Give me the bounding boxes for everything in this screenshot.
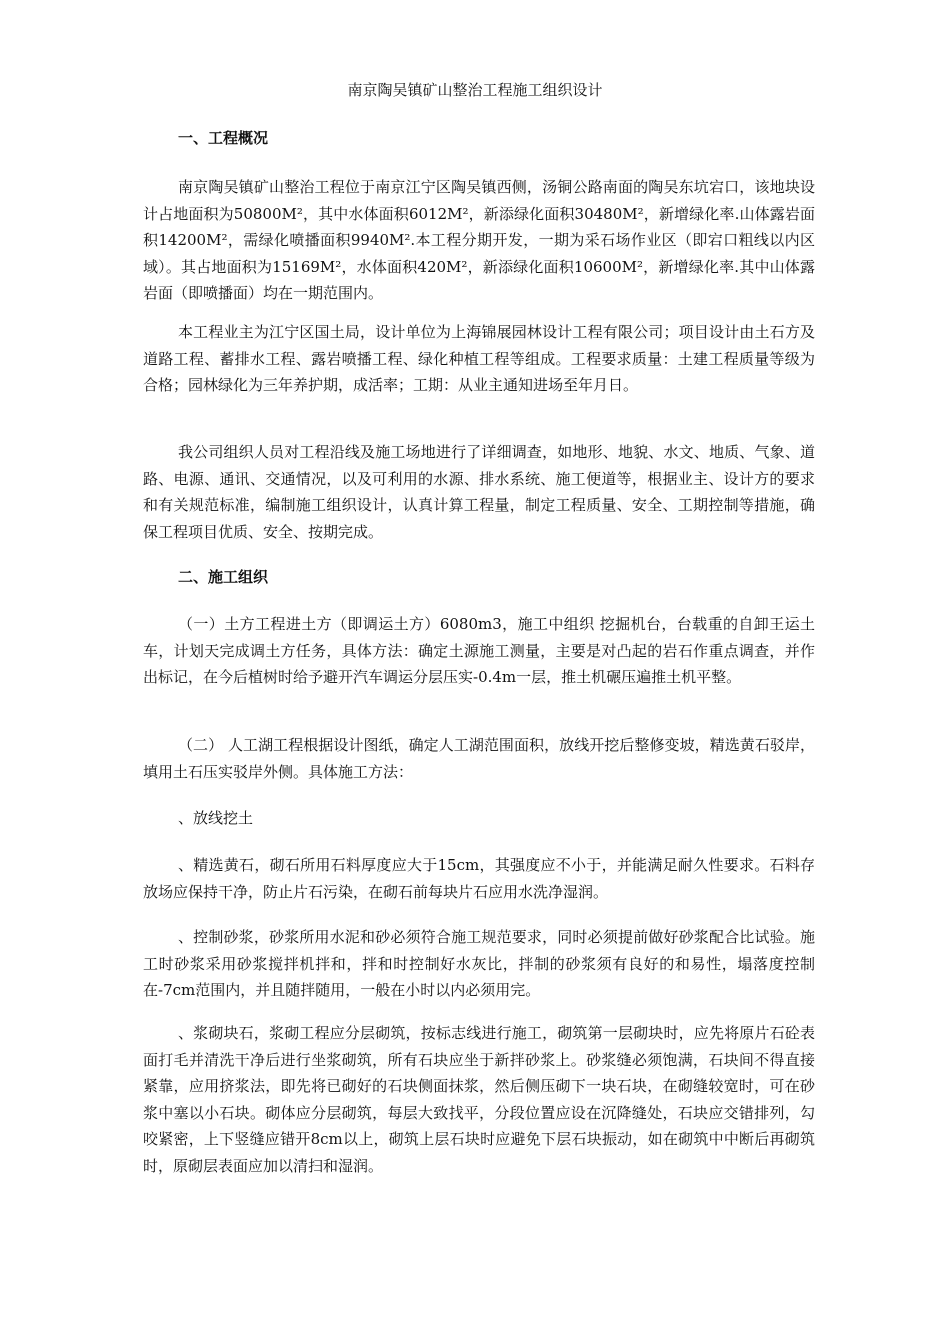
paragraph-masonry: 、浆砌块石，浆砌工程应分层砌筑，按标志线进行施工，砌筑第一层砌块时，应先将原片石砼表面打毛并清洗干净后进行坐浆砌筑，所有石块应坐于新拌砂浆上。砂浆缝必须饱满，石块间不得直接紧靠，应用挤浆法，即先将已砌好的石块侧面抹浆，然后侧压砌下一块石块，在砌缝较宽时，可在砂浆中塞以小石块。砌体应分层砌筑，每层大致找平，分段位置应设在沉降缝处，石块应交错排列，勾咬紧密，上下竖缝应错开8cm以上，砌筑上层石块时应避免下层石块振动，如在砌筑中中断后再砌筑时，原砌层表面应加以清扫和湿润。 [143,1024,815,1175]
section-heading-organization: 二、施工组织 [178,568,269,586]
section-heading-overview: 一、工程概况 [178,129,269,147]
paragraph-project-location: 南京陶吴镇矿山整治工程位于南京江宁区陶吴镇西侧，汤铜公路南面的陶吴东坑宕口，该地块设计占地面积为50800M²，其中水体面积6012M²，新添绿化面积30480M²，新增绿化率.山体露岩面积14200M²，需绿化喷播面积9940M².本工程分期开发，一期为采石场作业区（即宕口粗线以内区域）。其占地面积为15169M²，水体面积420M²，新添绿化面积10600M²，新增绿化率.其中山体露岩面（即喷播面）均在一期范围内。 [143,178,815,302]
document-title: 南京陶吴镇矿山整治工程施工组织设计 [347,81,603,99]
paragraph-mortar-control: 、控制砂浆，砂浆所用水泥和砂必须符合施工规范要求，同时必须提前做好砂浆配合比试验。施工时砂浆采用砂浆搅拌机拌和，拌和时控制好水灰比，拌制的砂浆须有良好的和易性，塌落度控制在-7cm范围内，并且随拌随用，一般在小时以内必须用完。 [143,928,815,999]
paragraph-artificial-lake: （二） 人工湖工程根据设计图纸，确定人工湖范围面积，放线开挖后整修变坡，精选黄石驳岸，填用土石压实驳岸外侧。具体施工方法： [143,736,815,781]
paragraph-earthwork: （一）土方工程进土方（即调运土方）6080m3，施工中组织 挖掘机台，台载重的自卸王运土车，计划天完成调土方任务，具体方法：确定土源施工测量，主要是对凸起的岩石作重点调查，并作出标记，在今后植树时给予避开汽车调运分层压实-0.4m一层，推土机碾压遍推土机平整。 [143,615,815,686]
paragraph-stone-selection: 、精选黄石，砌石所用石料厚度应大于15cm，其强度应不小于，并能满足耐久性要求。石料存放场应保持干净，防止片石污染，在砌石前每块片石应用水洗净湿润。 [143,856,815,901]
paragraph-layout-excavation: 、放线挖土 [178,809,254,827]
paragraph-owner-design: 本工程业主为江宁区国土局，设计单位为上海锦展园林设计工程有限公司；项目设计由土石方及道路工程、蓄排水工程、露岩喷播工程、绿化种植工程等组成。工程要求质量：土建工程质量等级为合格；园林绿化为三年养护期，成活率；工期：从业主通知进场至年月日。 [143,323,815,394]
paragraph-site-survey: 我公司组织人员对工程沿线及施工场地进行了详细调查，如地形、地貌、水文、地质、气象、道路、电源、通讯、交通情况，以及可利用的水源、排水系统、施工便道等，根据业主、设计方的要求和有关规范标准，编制施工组织设计，认真计算工程量，制定工程质量、安全、工期控制等措施，确保工程项目优质、安全、按期完成。 [143,443,815,541]
